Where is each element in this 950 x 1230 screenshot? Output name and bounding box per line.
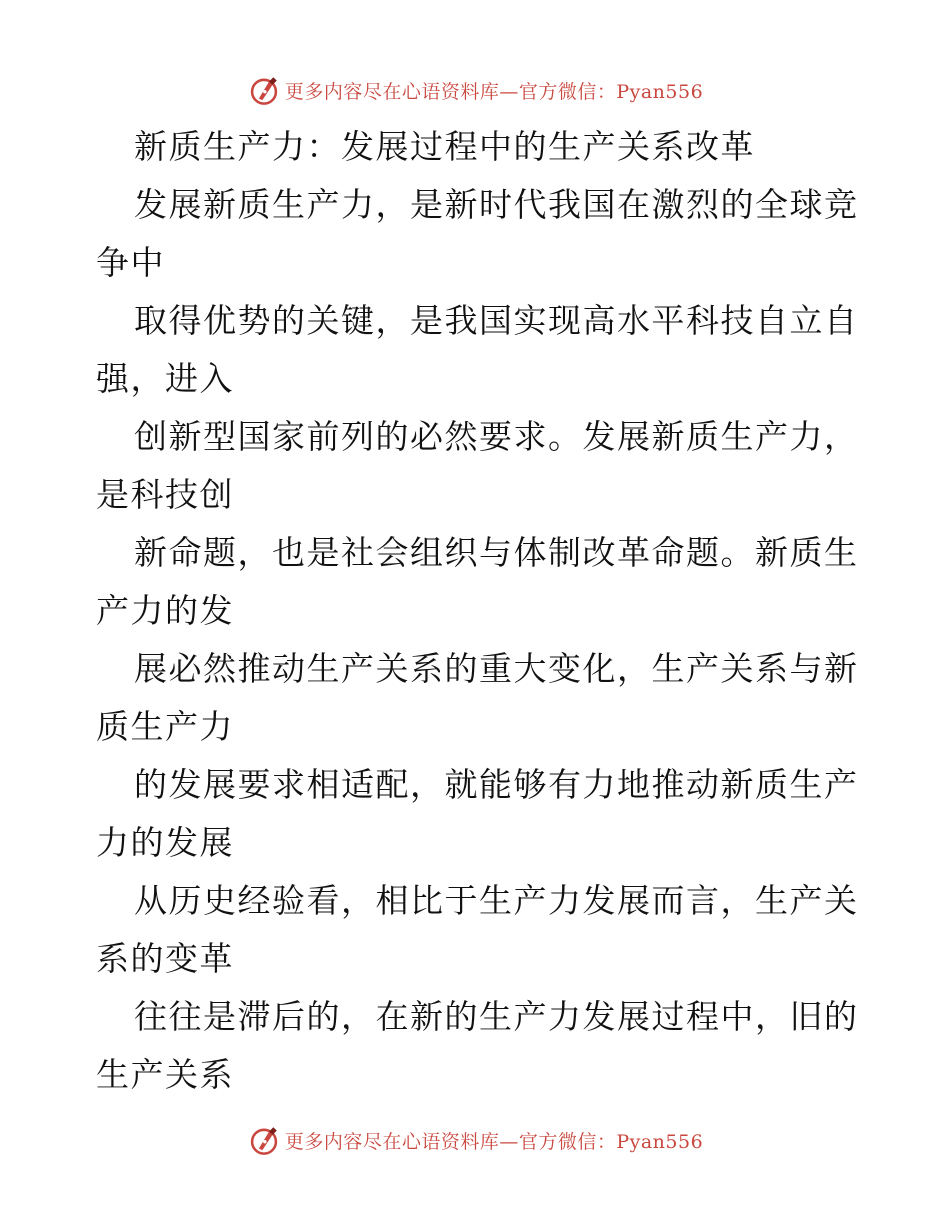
text-line: 质生产力: [96, 707, 234, 746]
footer-banner-text: 更多内容尽在心语资料库—官方微信：Pyan556: [284, 1130, 704, 1153]
document-title: 新质生产力：发展过程中的生产关系改革: [134, 127, 755, 166]
header-banner-text: 更多内容尽在心语资料库—官方微信：Pyan556: [284, 80, 704, 103]
text-line: 创新型国家前列的必然要求。发展新质生产力，: [134, 417, 859, 456]
pen-nib-logo-icon: [247, 1123, 281, 1157]
text-line: 往往是滞后的，在新的生产力发展过程中，旧的: [134, 997, 859, 1036]
footer-banner: [0, 1120, 950, 1160]
text-line: 强，进入: [96, 359, 234, 398]
pen-nib-logo-icon: [247, 73, 281, 107]
text-line: 从历史经验看，相比于生产力发展而言，生产关: [134, 881, 859, 920]
text-line: 发展新质生产力，是新时代我国在激烈的全球竞: [134, 185, 859, 224]
text-line: 争中: [96, 243, 165, 282]
header-banner: [0, 70, 950, 110]
text-line: 系的变革: [96, 939, 234, 978]
text-line: 力的发展: [96, 823, 234, 862]
text-line: 是科技创: [96, 475, 234, 514]
text-line: 生产关系: [96, 1055, 234, 1094]
text-line: 取得优势的关键，是我国实现高水平科技自立自: [134, 301, 859, 340]
text-line: 展必然推动生产关系的重大变化，生产关系与新: [134, 649, 859, 688]
text-line: 的发展要求相适配，就能够有力地推动新质生产: [134, 765, 859, 804]
document-body: [96, 118, 866, 1104]
text-line: 新命题，也是社会组织与体制改革命题。新质生: [134, 533, 859, 572]
text-line: 产力的发: [96, 591, 234, 630]
